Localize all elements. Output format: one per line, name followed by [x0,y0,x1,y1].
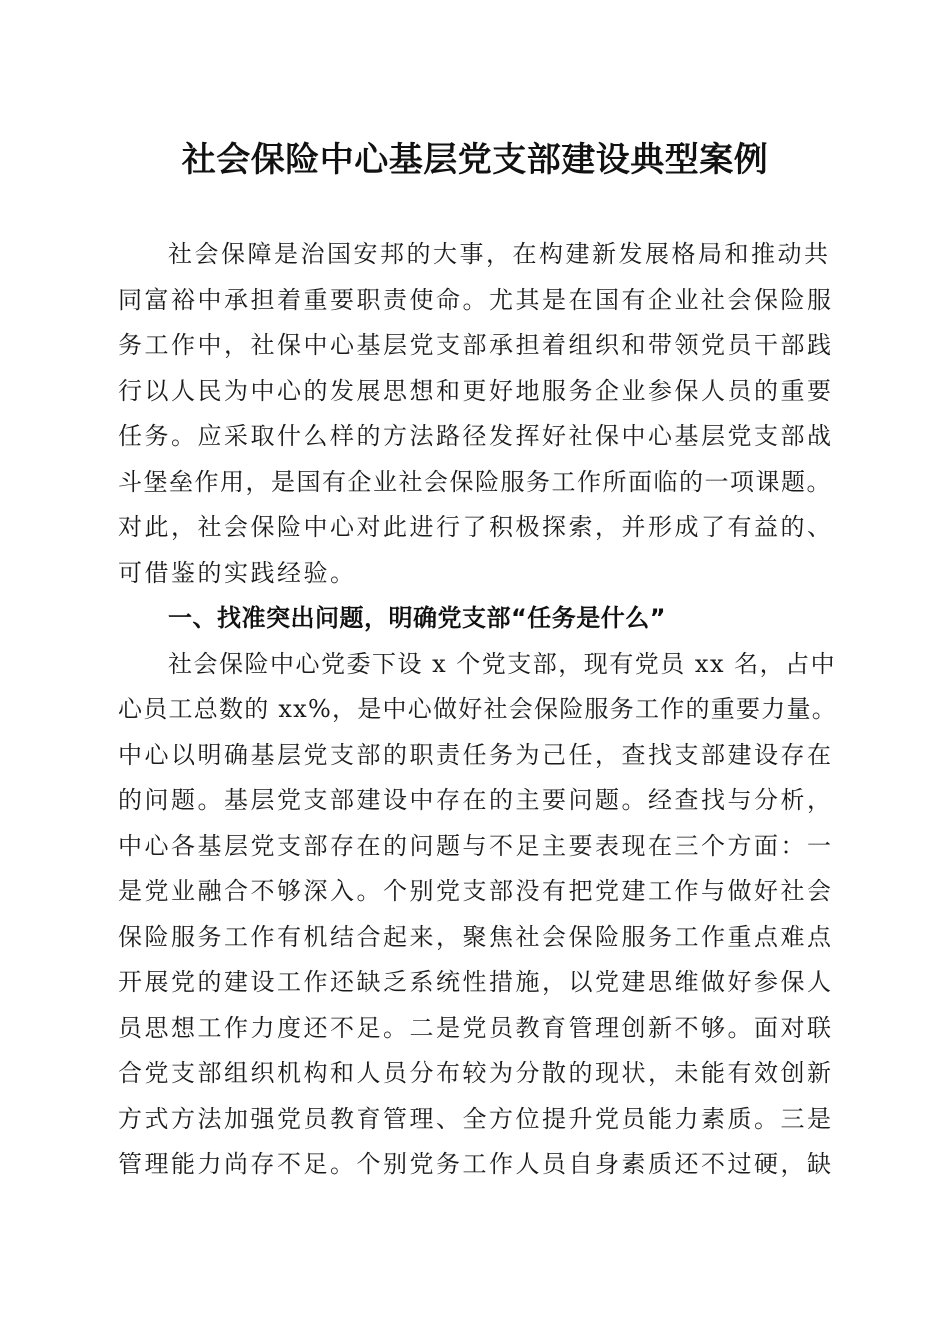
paragraph-line: 开展党的建设工作还缺乏系统性措施，以党建思维做好参保人 [118,968,834,996]
paragraph-line: 同富裕中承担着重要职责使命。尤其是在国有企业社会保险服 [118,285,834,314]
paragraph-line: 员思想工作力度还不足。二是党员教育管理创新不够。面对联 [118,1013,834,1042]
paragraph-line: 合党支部组织机构和人员分布较为分散的现状，未能有效创新 [118,1059,834,1087]
paragraph-line: 对此，社会保险中心对此进行了积极探索，并形成了有益的、 [118,513,834,541]
paragraph-line: 斗堡垒作用，是国有企业社会保险服务工作所面临的一项课题。 [118,467,832,496]
paragraph-line: 保险服务工作有机结合起来，聚焦社会保险服务工作重点难点 [118,922,834,951]
document-body [118,232,838,1188]
paragraph-line: 中心各基层党支部存在的问题与不足主要表现在三个方面：一 [118,831,834,860]
paragraph-line: 中心以明确基层党支部的职责任务为己任，查找支部建设存在 [118,740,834,769]
paragraph-line: 社会保障是治国安邦的大事，在构建新发展格局和推动共 [168,240,831,268]
paragraph-line: 行以人民为中心的发展思想和更好地服务企业参保人员的重要 [118,376,834,405]
document-title: 社会保险中心基层党支部建设典型案例 [181,140,769,180]
paragraph-line: 可借鉴的实践经验。 [118,558,357,587]
paragraph-line: 的问题。基层党支部建设中存在的主要问题。经查找与分析， [118,786,834,814]
paragraph-line: 心员工总数的 xx%，是中心做好社会保险服务工作的重要力量。 [118,695,838,723]
paragraph-line: 方式方法加强党员教育管理、全方位提升党员能力素质。三是 [118,1104,834,1133]
paragraph-line: 社会保险中心党委下设 x 个党支部，现有党员 xx 名，占中 [168,649,837,678]
paragraph-line: 务工作中，社保中心基层党支部承担着组织和带领党员干部践 [118,331,834,359]
paragraph-line: 是党业融合不够深入。个别党支部没有把党建工作与做好社会 [118,877,834,905]
paragraph-line: 任务。应采取什么样的方法路径发挥好社保中心基层党支部战 [118,422,834,450]
paragraph-line: 管理能力尚存不足。个别党务工作人员自身素质还不过硬，缺 [118,1150,834,1178]
section-heading: 一、找准突出问题，明确党支部“任务是什么” [168,604,667,632]
